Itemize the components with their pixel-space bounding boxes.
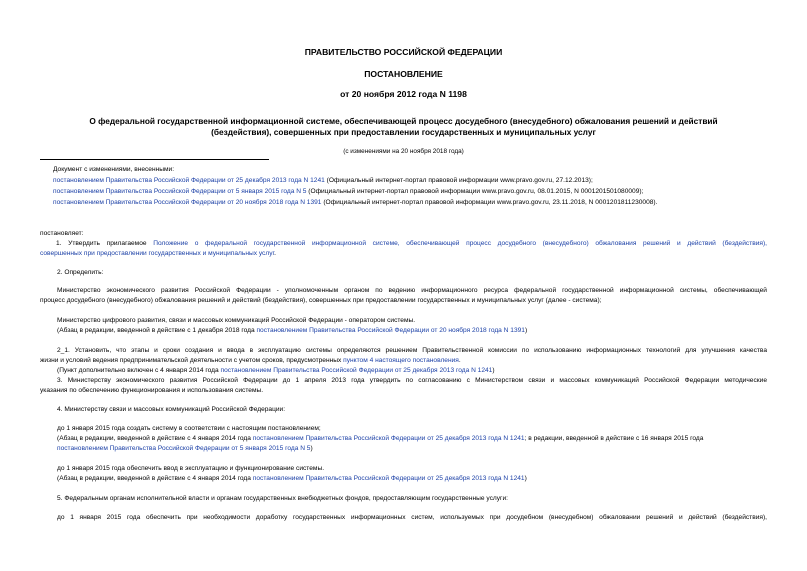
paragraph-1-line1 [56, 239, 767, 248]
paragraph-5a: до 1 января 2015 года обеспечить при необходимости доработку государственных информационных систем, используемых при досудебном (внесудебном) обжаловании решений и действий (бездействия), [57, 514, 767, 521]
paragraph-4a-note-line1 [57, 434, 767, 443]
paragraph-5: 5. Федеральным органам исполнительной власти и органам государственных внебюджетных фондов, предоставляющим государственные услуги: [57, 495, 508, 502]
resolves-text: постановляет: [40, 230, 84, 237]
paragraph-3-line1: 3. Министерству экономического развития Российской Федерации до 1 апреля 2013 года утвердить по согласованию с Министерством связи и массовых коммуникаций Российской Федерации методические [57, 377, 767, 384]
paragraph-3-line2: указания по обеспечению функционирования и использования системы. [40, 387, 264, 394]
note-end: ) [492, 367, 495, 374]
change-source: (Официальный интернет-портал правовой информации www.pravo.gov.ru, 23.11.2018, N 0001201811230008). [321, 199, 658, 206]
regulation-link-continued[interactable]: совершенных при предоставлении государственных и муниципальных услуг [40, 250, 275, 257]
point-4-link[interactable]: пунктом 4 настоящего постановления [343, 357, 459, 364]
paragraph-4b-note [57, 474, 767, 483]
change-item [53, 198, 767, 207]
note-link[interactable]: постановлением Правительства Российской Федерации от 25 декабря 2013 года N 1241 [220, 367, 493, 374]
note-link[interactable]: постановлением Правительства Российской Федерации от 5 января 2015 года N 5 [57, 445, 311, 452]
document-title-line2: (бездействия), совершенных при предоставлении государственных и муниципальных услуг [211, 127, 596, 137]
document-title-line1: О федеральной государственной информационной системе, обеспечивающей процесс досудебного (внесудебного) обжалования решений и действий [89, 116, 718, 126]
note-end: ) [524, 327, 528, 334]
paragraph-2b: Министерство цифрового развития, связи и массовых коммуникаций Российской Федерации - оператором системы. [57, 317, 416, 324]
change-item [53, 176, 767, 185]
paragraph-2a-line2: процесс досудебного (внесудебного) обжалования решений и действий (бездействия), совершенных при предоставлении государственных и муниципальных услуг (далее - система); [40, 297, 602, 304]
paragraph-2b-note [57, 326, 767, 335]
paragraph-2-1-end: . [458, 357, 461, 364]
document-type: ПОСТАНОВЛЕНИЕ [364, 69, 443, 79]
note-end: ) [524, 475, 527, 482]
note-link[interactable]: постановлением Правительства Российской Федерации от 20 ноября 2018 года N 1391 [256, 327, 525, 334]
regulation-link[interactable]: Положение о федеральной государственной информационной системе, обеспечивающей процесс досудебного (внесудебного) обжалования решений и действий (бездействия), [153, 240, 767, 247]
note-text: (Абзац в редакции, введенной в действие с 4 января 2014 года [57, 435, 253, 442]
paragraph-2-1-text: жизни и условий ведения предпринимательской деятельности с учетом сроков, предусмотренных [40, 357, 344, 364]
note-text: (Пункт дополнительно включен с 4 января 2014 года [57, 367, 221, 374]
changes-intro: Документ с изменениями, внесенными: [53, 166, 175, 173]
government-heading: ПРАВИТЕЛЬСТВО РОССИЙСКОЙ ФЕДЕРАЦИИ [304, 47, 503, 57]
paragraph-1-line2 [40, 249, 767, 258]
note-text: ; в редакции, введенной в действие с 16 января 2015 года [524, 435, 704, 442]
paragraph-2-1-line1: 2_1. Установить, что этапы и сроки создания и ввода в эксплуатацию системы определяются решением Правительственной комиссии по использованию информационных технологий для улучшения качества [57, 347, 767, 354]
note-text: (Абзац в редакции, введенной в действие с 1 декабря 2018 года [57, 327, 257, 334]
note-text: (Абзац в редакции, введенной в действие с 4 января 2014 года [57, 475, 253, 482]
note-link[interactable]: постановлением Правительства Российской Федерации от 25 декабря 2013 года N 1241 [252, 475, 525, 482]
paragraph-1-text: 1. Утвердить прилагаемое [56, 240, 154, 247]
paragraph-4: 4. Министерству связи и массовых коммуникаций Российской Федерации: [57, 406, 286, 413]
amendment-note: (с изменениями на 20 ноября 2018 года) [343, 148, 464, 155]
paragraph-2-1-line2 [40, 356, 767, 365]
change-source: (Официальный интернет-портал правовой информации www.pravo.gov.ru, 27.12.2013); [324, 177, 593, 184]
note-link[interactable]: постановлением Правительства Российской Федерации от 25 декабря 2013 года N 1241 [252, 435, 525, 442]
changes-divider [40, 159, 269, 160]
paragraph-4b: до 1 января 2015 года обеспечить ввод в эксплуатацию и функционирование системы. [57, 465, 325, 472]
paragraph-2: 2. Определить: [57, 269, 104, 276]
change-source: (Официальный интернет-портал правовой информации www.pravo.gov.ru, 08.01.2015, N 0001201501080009); [306, 188, 644, 195]
change-link[interactable]: постановлением Правительства Российской Федерации от 25 декабря 2013 года N 1241 [53, 177, 325, 184]
paragraph-2-1-note [57, 366, 767, 375]
paragraph-4a: до 1 января 2015 года создать систему в соответствии с настоящим постановлением; [57, 425, 321, 432]
change-link[interactable]: постановлением Правительства Российской Федерации от 20 ноября 2018 года N 1391 [53, 199, 322, 206]
paragraph-4a-note-line2 [57, 444, 767, 453]
paragraph-2a-line1: Министерство экономического развития Российской Федерации - уполномоченным органом по ведению информационного ресурса федеральной государственной информационной системы, обеспечивающей [57, 287, 767, 294]
change-item [53, 187, 767, 196]
note-end: ) [310, 445, 313, 452]
document-date-number: от 20 ноября 2012 года N 1198 [340, 89, 467, 99]
change-link[interactable]: постановлением Правительства Российской Федерации от 5 января 2015 года N 5 [53, 188, 307, 195]
paragraph-1-end: . [274, 250, 276, 257]
